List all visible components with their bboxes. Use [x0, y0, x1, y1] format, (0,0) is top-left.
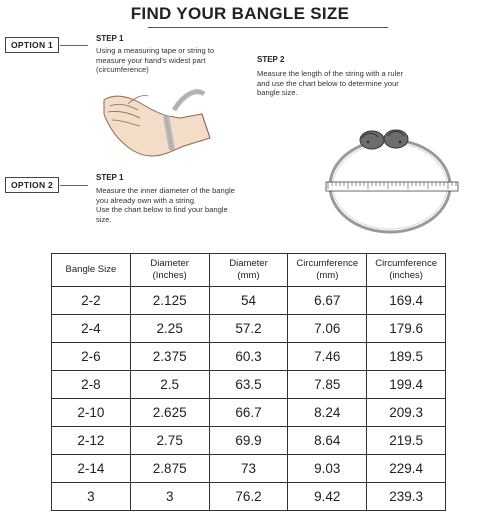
bangle-on-ruler-icon — [318, 120, 464, 238]
cell-diameter-inches: 2.875 — [130, 455, 209, 483]
option1-step2-text — [257, 69, 403, 98]
cell-bangle-size: 2-10 — [52, 399, 131, 427]
header-bangle-size: Bangle Size — [52, 254, 131, 287]
cell-diameter-inches: 2.25 — [130, 315, 209, 343]
cell-circumference-mm: 9.42 — [288, 483, 367, 511]
cell-circumference-inches: 209.3 — [367, 399, 446, 427]
cell-circumference-inches: 229.4 — [367, 455, 446, 483]
option2-step1-title: STEP 1 — [96, 173, 124, 182]
cell-diameter-mm: 57.2 — [209, 315, 288, 343]
page-title: FIND YOUR BANGLE SIZE — [130, 4, 350, 23]
cell-bangle-size: 2-14 — [52, 455, 131, 483]
text-line: Measure the inner diameter of the bangle — [96, 186, 235, 195]
text-line: Measure the length of the string with a ruler — [257, 69, 404, 78]
option2-step1-text — [96, 186, 235, 224]
option1-badge: OPTION 1 — [5, 37, 59, 53]
cell-diameter-inches: 2.5 — [130, 371, 209, 399]
option2-badge: OPTION 2 — [5, 177, 59, 193]
option1-connector — [60, 45, 88, 46]
table-row — [52, 315, 446, 343]
table-row — [52, 427, 446, 455]
table-row — [52, 287, 446, 315]
cell-bangle-size: 3 — [52, 483, 131, 511]
cell-diameter-inches: 2.625 — [130, 399, 209, 427]
text-line: (circumference) — [96, 65, 149, 75]
text-line: measure your hand's widest part — [96, 55, 206, 65]
table-row — [52, 483, 446, 511]
cell-circumference-mm: 6.67 — [288, 287, 367, 315]
cell-bangle-size: 2-4 — [52, 315, 131, 343]
hand-with-measuring-tape-icon — [98, 80, 218, 162]
header-circumference-mm: Circumference (mm) — [288, 254, 367, 287]
header-circumference-inches: Circumference (inches) — [367, 254, 446, 287]
table-row — [52, 371, 446, 399]
cell-circumference-inches: 189.5 — [367, 343, 446, 371]
text-line: Using a measuring tape or string to — [96, 46, 215, 55]
cell-diameter-mm: 76.2 — [209, 483, 288, 511]
cell-diameter-mm: 69.9 — [209, 427, 288, 455]
table-row — [52, 399, 446, 427]
option2-connector — [60, 185, 88, 186]
cell-circumference-mm: 7.46 — [288, 343, 367, 371]
cell-bangle-size: 2-2 — [52, 287, 131, 315]
bangle-size-table — [51, 253, 446, 511]
cell-diameter-mm: 73 — [209, 455, 288, 483]
header-diameter-inches: Diameter (Inches) — [130, 254, 209, 287]
cell-diameter-mm: 60.3 — [209, 343, 288, 371]
cell-diameter-inches: 2.75 — [130, 427, 209, 455]
table-row — [52, 343, 446, 371]
cell-diameter-inches: 2.375 — [130, 343, 209, 371]
cell-diameter-mm: 54 — [209, 287, 288, 315]
cell-circumference-mm: 9.03 — [288, 455, 367, 483]
text-line: size. — [96, 214, 112, 224]
cell-circumference-inches: 169.4 — [367, 287, 446, 315]
cell-circumference-mm: 7.85 — [288, 371, 367, 399]
text-line: bangle size. — [257, 88, 298, 98]
text-line: you already own with a string. — [96, 195, 197, 205]
cell-circumference-mm: 7.06 — [288, 315, 367, 343]
table-row — [52, 455, 446, 483]
text-line: and use the chart below to determine your — [257, 78, 399, 88]
text-line: Use the chart below to find your bangle — [96, 205, 228, 215]
cell-diameter-mm: 63.5 — [209, 371, 288, 399]
cell-circumference-inches: 179.6 — [367, 315, 446, 343]
cell-diameter-mm: 66.7 — [209, 399, 288, 427]
header-diameter-mm: Diameter (mm) — [209, 254, 288, 287]
cell-circumference-inches: 239.3 — [367, 483, 446, 511]
cell-diameter-inches: 3 — [130, 483, 209, 511]
cell-circumference-inches: 219.5 — [367, 427, 446, 455]
cell-circumference-inches: 199.4 — [367, 371, 446, 399]
cell-diameter-inches: 2.125 — [130, 287, 209, 315]
cell-bangle-size: 2-12 — [52, 427, 131, 455]
option1-step2-title: STEP 2 — [257, 55, 285, 64]
table-header-row — [52, 254, 446, 287]
cell-bangle-size: 2-8 — [52, 371, 131, 399]
cell-circumference-mm: 8.24 — [288, 399, 367, 427]
title-underline — [148, 27, 388, 28]
option1-step1-title: STEP 1 — [96, 34, 124, 43]
option1-step1-text — [96, 46, 214, 75]
cell-circumference-mm: 8.64 — [288, 427, 367, 455]
cell-bangle-size: 2-6 — [52, 343, 131, 371]
